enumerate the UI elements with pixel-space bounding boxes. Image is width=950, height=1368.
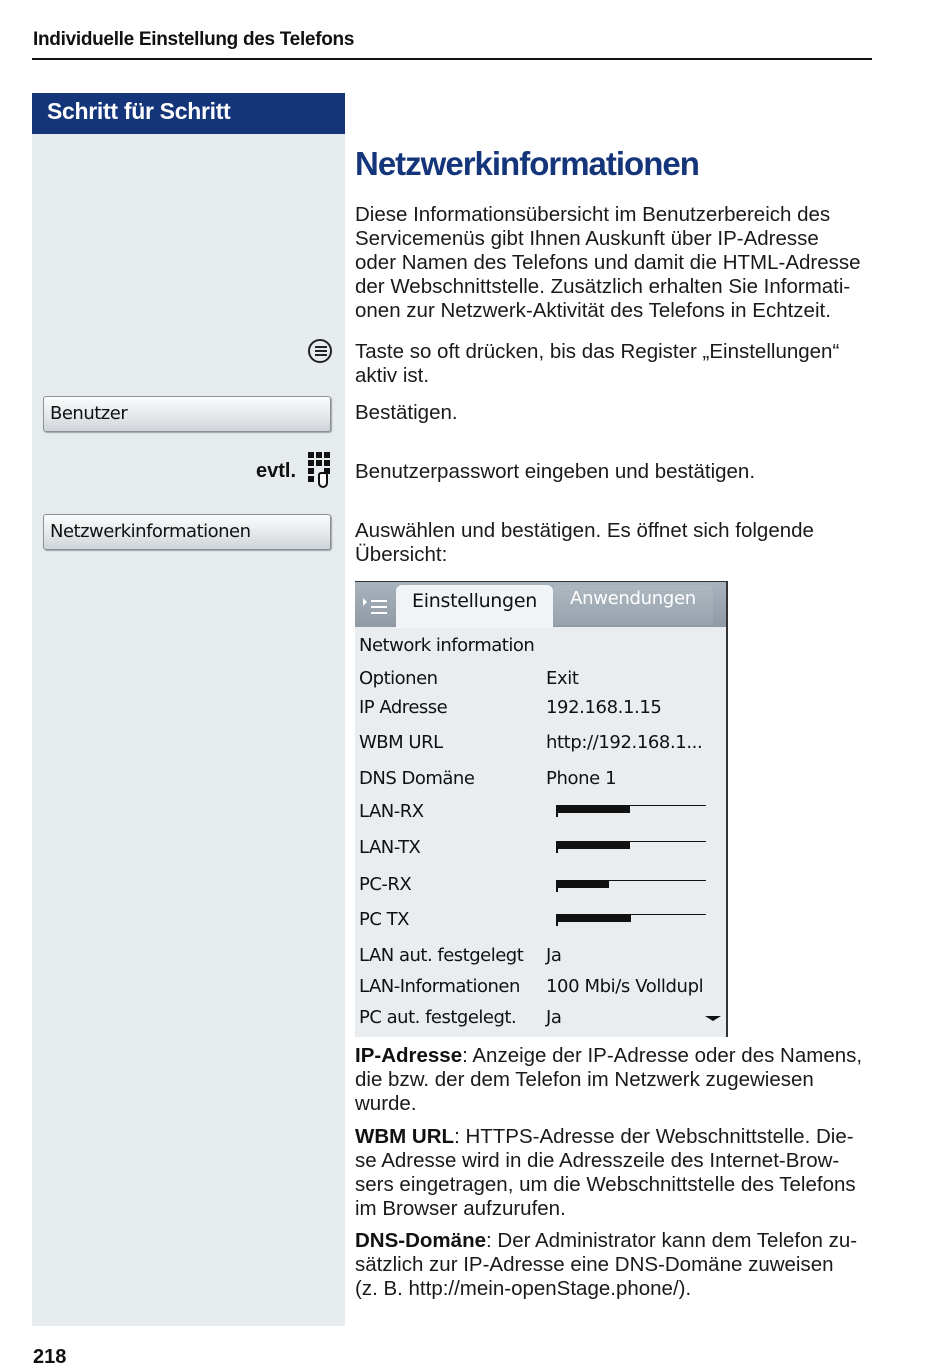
definition-text: sätzlich zur IP-Adresse eine DNS-Domäne zuweisen — [355, 1253, 834, 1276]
evtl-label: evtl. — [256, 460, 297, 482]
page-number: 218 — [33, 1346, 67, 1368]
instruction-line: Übersicht: — [355, 543, 448, 566]
header-rule — [32, 58, 872, 60]
instruction-select — [355, 519, 873, 567]
instruction-line: Auswählen und bestätigen. Es öffnet sich folgende — [355, 519, 814, 542]
definition-term: WBM URL — [355, 1125, 455, 1148]
instruction-confirm: Bestätigen. — [355, 401, 458, 424]
instruction-menu-key — [355, 340, 873, 388]
tab-einstellungen[interactable]: Einstellungen — [396, 585, 553, 628]
definition-text: : Der Administrator kann dem Telefon zu- — [486, 1229, 858, 1252]
intro-line: oder Namen des Telefons und damit die HTML-Adresse — [355, 251, 861, 274]
row-value-ip-adresse: 192.168.1.15 — [546, 697, 662, 718]
row-value-wbm-url: http://192.168.1... — [546, 732, 703, 753]
definition-dns-domaene — [355, 1229, 873, 1301]
intro-paragraph — [355, 203, 873, 323]
row-value-optionen[interactable]: Exit — [546, 668, 579, 689]
softkey-netzwerkinformationen[interactable]: Netzwerkinformationen — [43, 514, 331, 550]
page-header-title: Individuelle Einstellung des Telefons — [33, 29, 355, 50]
definition-term: IP-Adresse — [355, 1044, 463, 1067]
step-sidebar — [32, 93, 345, 1326]
row-value-lan-aut-festgelegt: Ja — [546, 945, 562, 966]
definition-text: se Adresse wird in die Adresszeile des Internet-Brow- — [355, 1149, 840, 1172]
row-label-ip-adresse: IP Adresse — [359, 697, 448, 718]
row-label-optionen[interactable]: Optionen — [359, 668, 438, 689]
row-label-pc-aut-festgelegt: PC aut. festgelegt. — [359, 1007, 517, 1028]
row-value-dns-domaene: Phone 1 — [546, 768, 617, 789]
row-label-lan-rx: LAN-RX — [359, 801, 424, 822]
phone-tab-bar — [355, 582, 726, 627]
instruction-line: aktiv ist. — [355, 364, 430, 387]
instruction-line: Taste so oft drücken, bis das Register „Einstellungen“ — [355, 340, 840, 363]
row-value-pc-aut-festgelegt: Ja — [546, 1007, 562, 1028]
screen-heading: Network information — [359, 635, 535, 656]
row-label-pc-tx: PC TX — [359, 909, 409, 930]
tab-menu-icon[interactable] — [359, 588, 397, 626]
sidebar-heading: Schritt für Schritt — [32, 93, 345, 134]
keypad-icon — [308, 452, 334, 488]
row-label-dns-domaene: DNS Domäne — [359, 768, 475, 789]
definition-text: sers eingetragen, um die Webschnittstelle des Telefons — [355, 1173, 856, 1196]
menu-key-icon — [308, 339, 332, 363]
intro-line: Servicemenüs gibt Ihnen Auskunft über IP-Adresse — [355, 227, 819, 250]
definition-text: : HTTPS-Adresse der Webschnittstelle. Die- — [454, 1125, 854, 1148]
definition-ip-adresse — [355, 1044, 873, 1116]
row-label-pc-rx: PC-RX — [359, 874, 412, 895]
intro-line: onen zur Netzwerk-Aktivität des Telefons in Echtzeit. — [355, 299, 831, 322]
lan-tx-activity-bar — [556, 841, 706, 851]
definition-wbm-url — [355, 1125, 873, 1221]
definition-text: (z. B. http://mein-openStage.phone/). — [355, 1277, 692, 1300]
row-label-lan-informationen: LAN-Informationen — [359, 976, 520, 997]
row-label-wbm-url: WBM URL — [359, 732, 443, 753]
phone-screen — [355, 581, 728, 1037]
definition-term: DNS-Domäne — [355, 1229, 486, 1252]
definition-text: wurde. — [355, 1092, 417, 1115]
pc-tx-activity-bar — [556, 914, 706, 924]
row-label-lan-aut-festgelegt: LAN aut. festgelegt — [359, 945, 524, 966]
pc-rx-activity-bar — [556, 880, 706, 890]
instruction-password: Benutzerpasswort eingeben und bestätigen. — [355, 460, 756, 483]
definition-text: : Anzeige der IP-Adresse oder des Namens, — [462, 1044, 863, 1067]
definition-text: die bzw. der dem Telefon im Netzwerk zugewiesen — [355, 1068, 814, 1091]
section-title: Netzwerkinformationen — [355, 145, 699, 182]
lan-rx-activity-bar — [556, 805, 706, 815]
tab-anwendungen[interactable]: Anwendungen — [553, 585, 713, 625]
definition-text: im Browser aufzurufen. — [355, 1197, 566, 1220]
intro-line: der Webschnittstelle. Zusätzlich erhalten Sie Informati- — [355, 275, 851, 298]
row-value-lan-informationen: 100 Mbi/s Volldupl — [546, 976, 704, 997]
softkey-benutzer[interactable]: Benutzer — [43, 396, 331, 432]
row-label-lan-tx: LAN-TX — [359, 837, 421, 858]
intro-line: Diese Informationsübersicht im Benutzerbereich des — [355, 203, 831, 226]
scroll-down-icon[interactable] — [705, 1016, 721, 1021]
